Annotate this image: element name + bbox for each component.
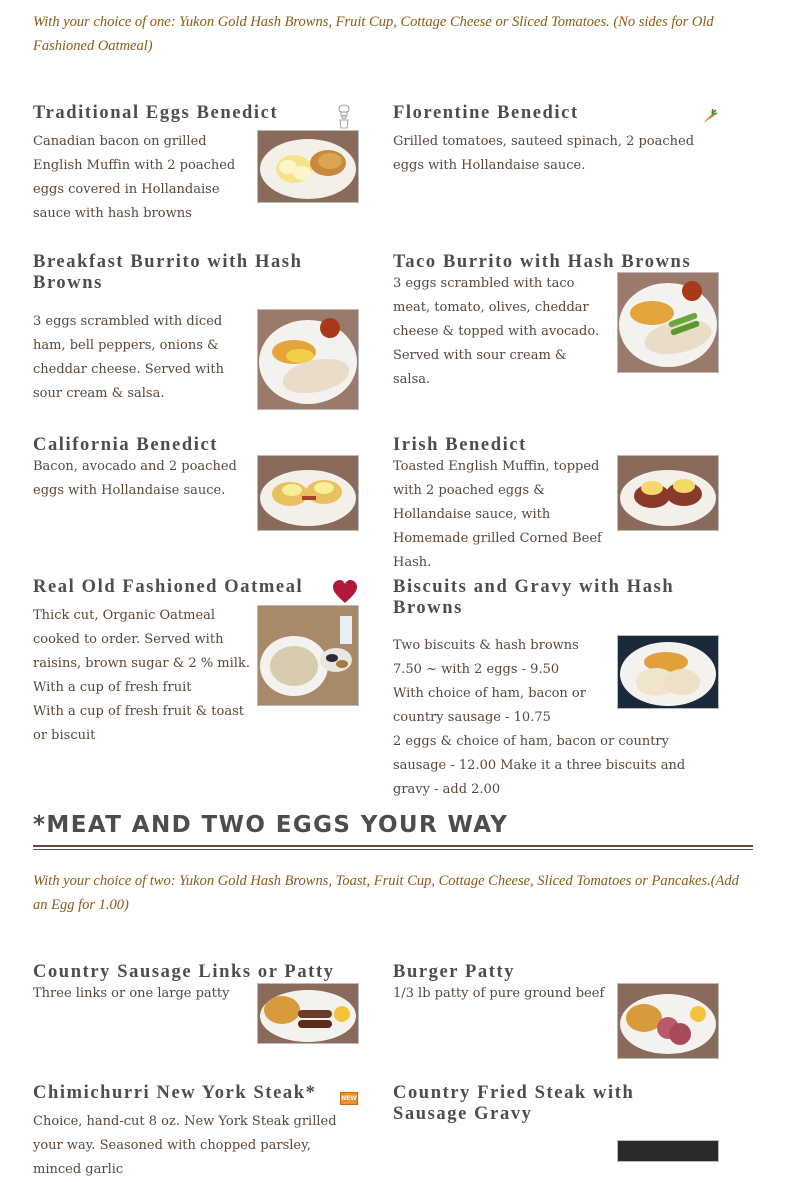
taco-burrito-photo (617, 272, 719, 373)
section-divider (33, 845, 753, 847)
item-description: Canadian bacon on grilled English Muffin with 2 poached eggs covered in Hollandaise sauce with hash browns (33, 134, 236, 221)
oatmeal-photo (257, 605, 359, 706)
chef-icon (335, 104, 353, 130)
item-description: Bacon, avocado and 2 poached eggs with Hollandaise sauce. (33, 459, 237, 498)
biscuits-gravy-photo (617, 635, 719, 709)
item-description: 3 eggs scrambled with diced ham, bell peppers, onions & cheddar cheese. Served with sour cream & salsa. (33, 314, 224, 401)
item-description: Grilled tomatoes, sauteed spinach, 2 poached eggs with Hollandaise sauce. (393, 134, 695, 173)
breakfast-burrito-photo (257, 309, 359, 410)
item-title: Taco Burrito with Hash Browns (393, 252, 692, 272)
item-title: Biscuits and Gravy with Hash Browns (393, 577, 675, 618)
item-description: Thick cut, Organic Oatmeal cooked to order. Served with raisins, brown sugar & 2 % milk. With a cup of fresh fruit With a cup of fresh fruit & toast or biscuit (33, 608, 250, 743)
country-fried-steak-photo (617, 1140, 719, 1162)
item-title: Chimichurri New York Steak* (33, 1083, 317, 1103)
item-title: Country Sausage Links or Patty (33, 962, 335, 982)
item-description: 1/3 lb patty of pure ground beef (393, 986, 605, 1001)
new-badge-icon: NEW (340, 1092, 358, 1105)
item-description: Choice, hand-cut 8 oz. New York Steak grilled your way. Seasoned with chopped parsley, minced garlic (33, 1114, 337, 1177)
item-description: Two biscuits & hash browns 7.50 ~ with 2 eggs - 9.50 With choice of ham, bacon or country sausage - 10.75 2 eggs & choice of ham, bacon or country sausage - 12.00 Make it a three biscuits and gravy - add 2.00 (393, 638, 686, 797)
item-description: 3 eggs scrambled with taco meat, tomato, olives, cheddar cheese & topped with avocado. Served with sour cream & salsa. (393, 276, 600, 387)
irish-benedict-photo (617, 455, 719, 531)
item-title: Real Old Fashioned Oatmeal (33, 577, 304, 597)
carrot-icon (700, 109, 718, 125)
eggs-benedict-photo (257, 130, 359, 203)
section-title: *MEAT AND TWO EGGS YOUR WAY (33, 812, 509, 838)
section-sides-note: With your choice of two: Yukon Gold Hash Browns, Toast, Fruit Cup, Cottage Cheese, Sliced Tomatoes or Pancakes.(Add an Egg for 1.00) (33, 873, 739, 913)
sides-note: With your choice of one: Yukon Gold Hash Browns, Fruit Cup, Cottage Cheese or Sliced Tomatoes. (No sides for Old Fashioned Oatmeal) (33, 14, 714, 54)
item-title: California Benedict (33, 435, 219, 455)
burger-patty-photo (617, 983, 719, 1059)
item-title: Breakfast Burrito with Hash Browns (33, 252, 303, 293)
item-description: Three links or one large patty (33, 986, 230, 1001)
item-title: Traditional Eggs Benedict (33, 103, 279, 123)
heart-icon (332, 579, 358, 605)
meat-and-eggs-section (33, 808, 753, 842)
item-description: Toasted English Muffin, topped with 2 poached eggs & Hollandaise sauce, with Homemade grilled Corned Beef Hash. (393, 459, 602, 570)
section-divider-thin (33, 849, 753, 850)
item-title: Florentine Benedict (393, 103, 579, 123)
item-title: Country Fried Steak with Sausage Gravy (393, 1083, 635, 1124)
country-sausage-photo (257, 983, 359, 1044)
california-benedict-photo (257, 455, 359, 531)
item-title: Irish Benedict (393, 435, 527, 455)
item-title: Burger Patty (393, 962, 516, 982)
